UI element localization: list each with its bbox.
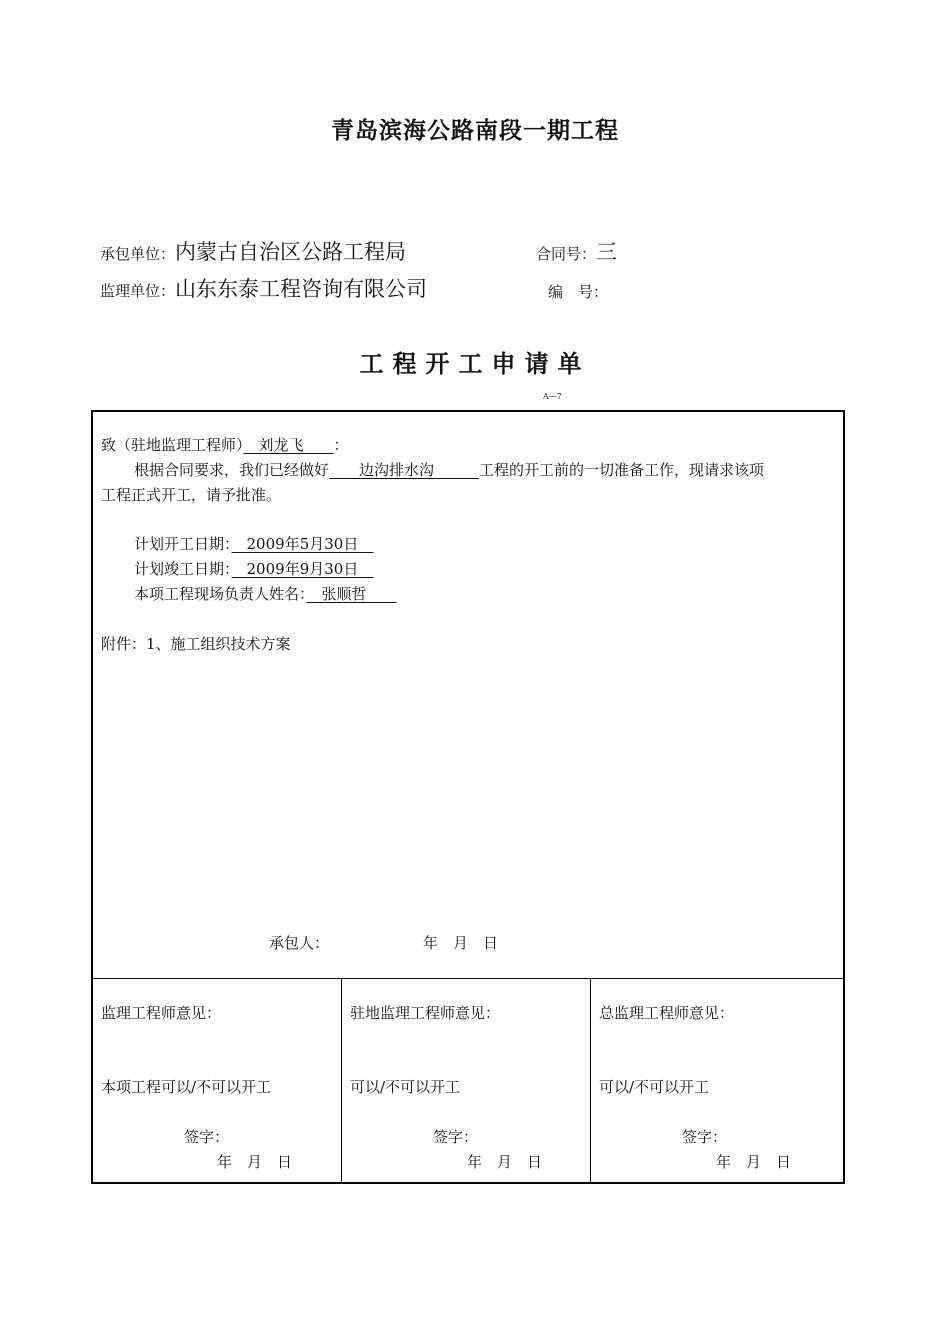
contract-no-row <box>536 236 617 266</box>
opinion-3-title: 总监理工程师意见： <box>599 1004 735 1022</box>
opinion-1-decision: 本项工程可以/不可以开工 <box>101 1078 272 1096</box>
contractor-sign-date: 年 月 日 <box>423 934 499 952</box>
work-item-field: 边沟排水沟 <box>329 461 480 479</box>
column-divider-2 <box>590 978 591 1182</box>
addressee-suffix: ： <box>333 436 349 454</box>
opinion-2-title: 驻地监理工程师意见： <box>350 1004 501 1022</box>
opinion-3-sign: 签字： <box>682 1128 728 1146</box>
end-date-label: 计划竣工日期： <box>134 560 232 578</box>
start-date-line <box>134 533 373 554</box>
column-divider-1 <box>341 978 342 1182</box>
start-date-label: 计划开工日期： <box>134 535 232 553</box>
start-date-field: 2009年5月30日 <box>231 535 374 553</box>
supervisor-value: 山东东泰工程咨询有限公司 <box>175 277 428 301</box>
opinion-2-sign: 签字： <box>433 1128 479 1146</box>
paragraph-suffix: 工程的开工前的一切准备工作，现请求该项 <box>479 461 765 479</box>
manager-label: 本项工程现场负责人姓名： <box>134 585 307 603</box>
opinion-1-date: 年 月 日 <box>217 1153 293 1171</box>
contractor-value: 内蒙古自治区公路工程局 <box>175 240 407 264</box>
end-date-line <box>134 558 373 579</box>
addressee-line <box>101 434 349 455</box>
engineer-name-field: 刘龙飞 <box>243 436 334 454</box>
contract-no-label: 合同号： <box>536 245 597 263</box>
project-title: 青岛滨海公路南段一期工程 <box>331 117 619 144</box>
request-paragraph-line2: 工程正式开工，请予批准。 <box>101 486 282 504</box>
end-date-field: 2009年9月30日 <box>231 560 374 578</box>
supervisor-label: 监理单位： <box>100 282 176 300</box>
form-code: A—7 <box>543 392 562 401</box>
addressee-prefix: 致（驻地监理工程师） <box>101 436 244 454</box>
opinion-2-date: 年 月 日 <box>467 1153 543 1171</box>
manager-line <box>134 583 397 604</box>
contractor-label: 承包单位： <box>100 245 176 263</box>
paragraph-prefix: 根据合同要求，我们已经做好 <box>134 461 330 479</box>
request-paragraph-line1 <box>134 459 764 480</box>
manager-name-field: 张顺哲 <box>306 585 397 603</box>
opinion-1-title: 监理工程师意见： <box>101 1004 222 1022</box>
serial-label: 编 号： <box>548 283 609 301</box>
attachment-line: 附件：1、施工组织技术方案 <box>101 635 291 653</box>
opinion-3-decision: 可以/不可以开工 <box>599 1078 710 1096</box>
form-title: 工程开工申请单 <box>359 349 591 378</box>
contract-no-value: 三 <box>596 240 618 264</box>
application-form-box <box>91 410 845 1184</box>
opinion-2-decision: 可以/不可以开工 <box>350 1078 461 1096</box>
contractor-row <box>100 236 406 266</box>
opinion-1-sign: 签字： <box>184 1128 230 1146</box>
contractor-sign-label: 承包人： <box>269 934 330 952</box>
supervisor-row <box>100 273 427 303</box>
opinion-3-date: 年 月 日 <box>716 1153 792 1171</box>
section-divider <box>93 978 843 979</box>
